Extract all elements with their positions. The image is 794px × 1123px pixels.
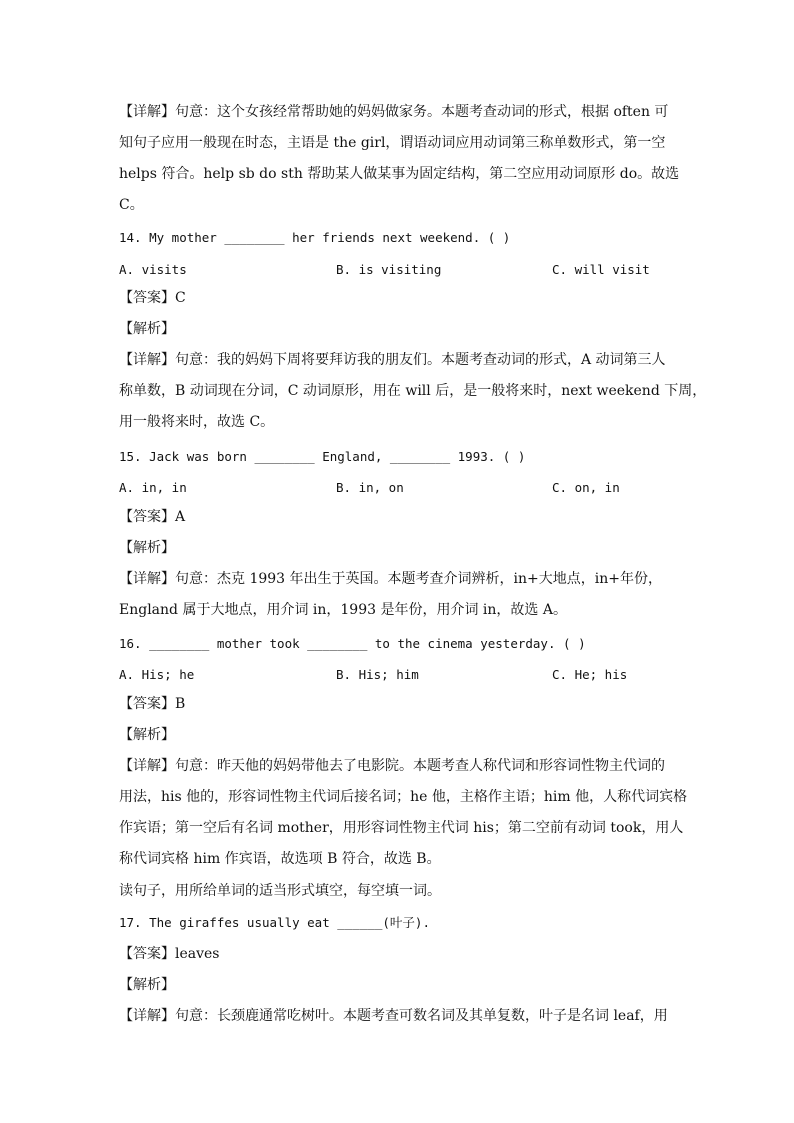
q16-detail: 【详解】句意：昨天他的妈妈带他去了电影院。本题考查人称代词和形容词性物主代词的 [119, 758, 665, 774]
explanation-line: 【详解】句意：这个女孩经常帮助她的妈妈做家务。本题考查动词的形式，根据 often 可 [119, 104, 669, 120]
question-16-stem: 16. ________ mother took ________ to the cinema yesterday. ( ) [119, 636, 586, 651]
q14-option-c: C. will visit [552, 262, 650, 277]
q14-option-b: B. is visiting [336, 262, 442, 277]
q16-option-b: B. His; him [336, 667, 419, 682]
q14-option-a: A. visits [119, 262, 187, 277]
q16-analysis-label: 【解析】 [119, 727, 175, 743]
q15-option-c: C. on, in [552, 480, 620, 495]
q15-analysis-label: 【解析】 [119, 540, 175, 556]
q16-detail: 作宾语；第一空后有名词 mother，用形容词性物主代词 his；第二空前有动词 took，用人 [119, 820, 684, 836]
q17-detail: 【详解】句意：长颈鹿通常吃树叶。本题考查可数名词及其单复数，叶子是名词 leaf，用 [119, 1008, 668, 1024]
explanation-line: C。 [119, 197, 144, 213]
q14-detail: 用一般将来时，故选 C。 [119, 414, 275, 430]
q17-analysis-label: 【解析】 [119, 977, 175, 993]
q16-option-a: A. His; he [119, 667, 195, 682]
q16-detail: 用法，his 他的，形容词性物主代词后接名词；he 他，主格作主语；him 他，人称代词宾格 [119, 789, 688, 805]
q14-analysis-label: 【解析】 [119, 321, 175, 337]
q16-option-c: C. He; his [552, 667, 628, 682]
question-15-stem: 15. Jack was born ________ England, ________ 1993. ( ) [119, 449, 526, 464]
question-17-stem: 17. The giraffes usually eat ______(叶子). [119, 915, 430, 930]
explanation-line: helps 符合。help sb do sth 帮助某人做某事为固定结构，第二空应用动词原形 do。故选 [119, 166, 680, 182]
q15-answer: 【答案】A [119, 509, 186, 525]
q14-answer: 【答案】C [119, 290, 186, 306]
q17-answer: 【答案】leaves [119, 946, 220, 962]
q15-detail: 【详解】句意：杰克 1993 年出生于英国。本题考查介词辨析，in+大地点，in+年份， [119, 571, 662, 587]
q16-detail: 称代词宾格 him 作宾语，故选项 B 符合，故选 B。 [119, 851, 441, 867]
explanation-line: 知句子应用一般现在时态，主语是 the girl，谓语动词应用动词第三称单数形式，第一空 [119, 135, 666, 151]
q14-detail: 【详解】句意：我的妈妈下周将要拜访我的朋友们。本题考查动词的形式，A 动词第三人 [119, 352, 666, 368]
q15-detail: England 属于大地点，用介词 in，1993 是年份，用介词 in，故选 A。 [119, 602, 567, 618]
question-14-stem: 14. My mother ________ her friends next weekend. ( ) [119, 230, 511, 245]
q16-answer: 【答案】B [119, 696, 186, 712]
q15-option-b: B. in, on [336, 480, 404, 495]
q15-option-a: A. in, in [119, 480, 187, 495]
q14-detail: 称单数，B 动词现在分词，C 动词原形，用在 will 后，是一般将来时，next weekend 下周， [119, 383, 707, 399]
section-instruction: 读句子，用所给单词的适当形式填空，每空填一词。 [119, 883, 441, 899]
